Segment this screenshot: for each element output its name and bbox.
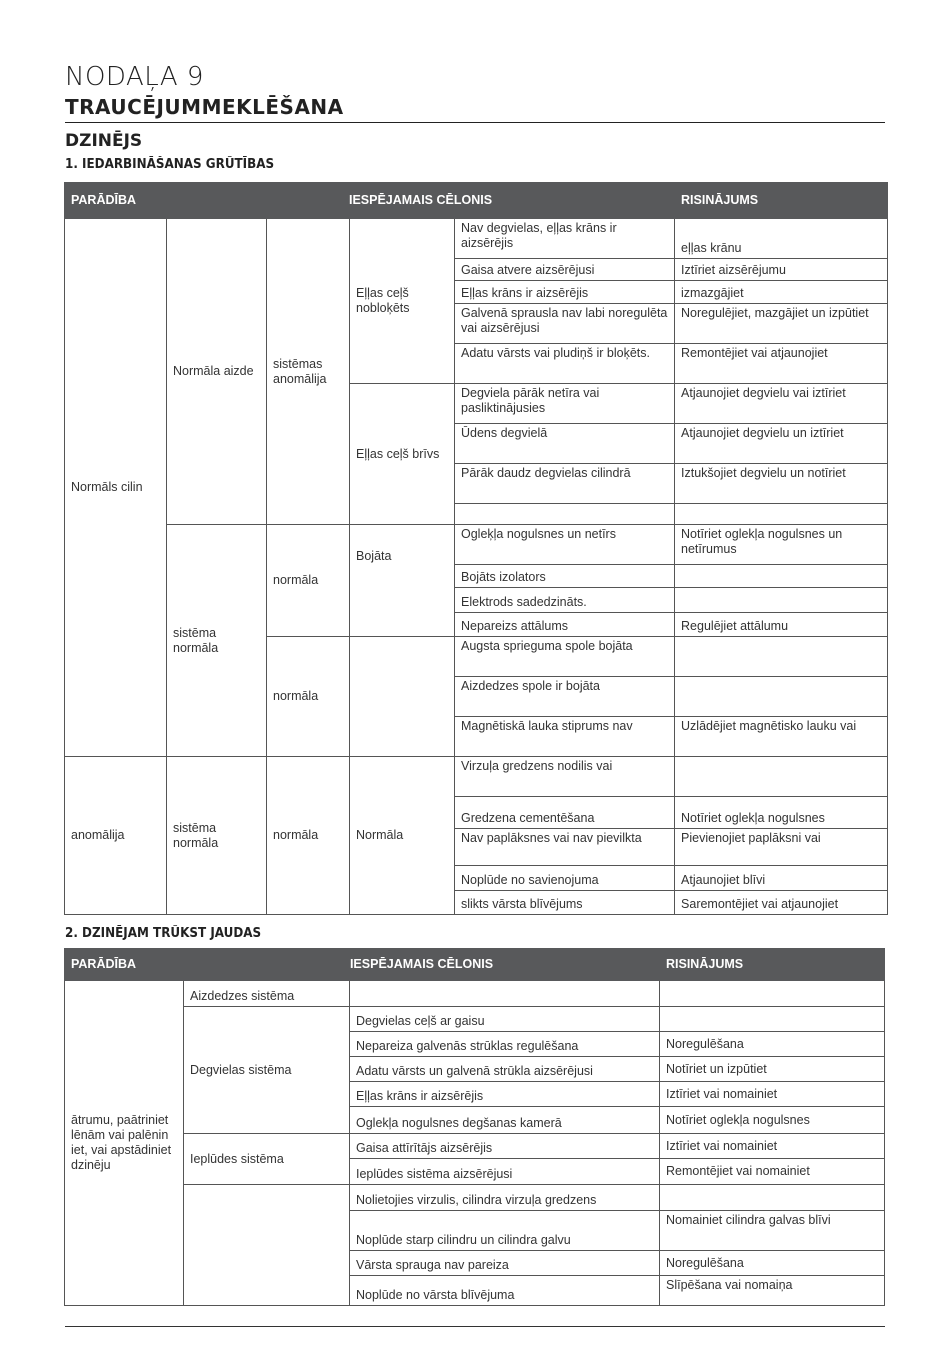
solution-cell bbox=[675, 588, 888, 613]
solution-cell: Noregulēšana bbox=[660, 1251, 885, 1276]
cause-cell: Elektrods sadedzināts. bbox=[455, 588, 675, 613]
solution-cell bbox=[675, 677, 888, 717]
condition-cell: Eļļas ceļš nobloķēts bbox=[350, 219, 455, 384]
cause-cell: Eļļas krāns ir aizsērējis bbox=[350, 1082, 660, 1107]
solution-cell: eļļas krānu bbox=[675, 219, 888, 259]
cause-cell bbox=[350, 981, 660, 1007]
cause-cell: Nav paplāksnes vai nav pievilkta bbox=[455, 829, 675, 866]
cause-cell: Noplūde starp cilindru un cilindra galvu bbox=[350, 1211, 660, 1251]
footer-divider bbox=[65, 1326, 885, 1327]
header-symptom: PARĀDĪBA bbox=[65, 183, 167, 219]
table-header-row bbox=[65, 183, 888, 219]
solution-cell bbox=[660, 1185, 885, 1211]
solution-cell: Pievienojiet paplāksni vai bbox=[675, 829, 888, 866]
cause-cell: Nepareiza galvenās strūklas regulēšana bbox=[350, 1032, 660, 1057]
table-row bbox=[65, 1007, 885, 1032]
system-cell: Ieplūdes sistēma bbox=[184, 1134, 350, 1185]
condition-cell bbox=[350, 637, 455, 757]
table1-subtitle: 1. IEDARBINĀŠANAS GRŪTĪBAS bbox=[65, 157, 275, 172]
solution-cell bbox=[675, 565, 888, 588]
table-row bbox=[65, 1134, 885, 1159]
page-title: TRAUCĒJUMMEKLĒŠANA bbox=[65, 95, 344, 119]
solution-cell: Saremontējiet vai atjaunojiet bbox=[675, 891, 888, 915]
cause-cell: Galvenā sprausla nav labi noregulēta vai aizsērējusi bbox=[455, 304, 675, 344]
cause-cell: Ogleķļa nogulsnes un netīrs bbox=[455, 525, 675, 565]
table-row bbox=[65, 525, 888, 565]
symptom-cell: anomālija bbox=[65, 757, 167, 915]
solution-cell: Remontējiet vai nomainiet bbox=[660, 1159, 885, 1185]
title-divider bbox=[65, 122, 885, 123]
header-solution: RISINĀJUMS bbox=[675, 183, 888, 219]
table-power-loss bbox=[64, 948, 885, 1306]
solution-cell: Iztukšojiet degvielu un notīriet bbox=[675, 464, 888, 504]
cause-cell: Ūdens degvielā bbox=[455, 424, 675, 464]
cause-cell: Aizdedzes spole ir bojāta bbox=[455, 677, 675, 717]
table-header-row bbox=[65, 949, 885, 981]
system-cell: Degvielas sistēma bbox=[184, 1007, 350, 1134]
table-row bbox=[65, 981, 885, 1007]
solution-cell bbox=[675, 504, 888, 525]
cause-cell: Gaisa atvere aizsērējusi bbox=[455, 259, 675, 281]
cause-cell: Adatu vārsts un galvenā strūkla aizsērējusi bbox=[350, 1057, 660, 1082]
cause-cell: slikts vārsta blīvējums bbox=[455, 891, 675, 915]
solution-cell: Notīriet oglekļa nogulsnes un netīrumus bbox=[675, 525, 888, 565]
cause-cell: Oglekļa nogulsnes degšanas kamerā bbox=[350, 1107, 660, 1134]
solution-cell: Notīriet un izpūtiet bbox=[660, 1057, 885, 1082]
solution-cell: Atjaunojiet degvielu un iztīriet bbox=[675, 424, 888, 464]
cause-cell: Pārāk daudz degvielas cilindrā bbox=[455, 464, 675, 504]
solution-cell: Uzlādējiet magnētisko lauku vai bbox=[675, 717, 888, 757]
solution-cell: Atjaunojiet blīvi bbox=[675, 866, 888, 891]
solution-cell: Iztīriet vai nomainiet bbox=[660, 1134, 885, 1159]
solution-cell: Remontējiet vai atjaunojiet bbox=[675, 344, 888, 384]
cause-cell: Degviela pārāk netīra vai pasliktinājusies bbox=[455, 384, 675, 424]
cause-cell: Gaisa attīrītājs aizsērējis bbox=[350, 1134, 660, 1159]
system-cell: sistēma normāla bbox=[167, 525, 267, 757]
system-cell: sistēma normāla bbox=[167, 757, 267, 915]
solution-cell: Notīriet oglekļa nogulsnes bbox=[660, 1107, 885, 1134]
cause-cell: Virzuļa gredzens nodilis vai bbox=[455, 757, 675, 797]
cause-cell bbox=[455, 504, 675, 525]
solution-cell: Nomainiet cilindra galvas blīvi bbox=[660, 1211, 885, 1251]
solution-cell bbox=[660, 981, 885, 1007]
solution-cell bbox=[660, 1007, 885, 1032]
cause-cell: Noplūde no vārsta blīvējuma bbox=[350, 1276, 660, 1306]
solution-cell bbox=[675, 757, 888, 797]
section-title: DZINĒJS bbox=[65, 131, 143, 151]
solution-cell: Notīriet oglekļa nogulsnes bbox=[675, 797, 888, 829]
cause-cell: Adatu vārsts vai pludiņš ir bloķēts. bbox=[455, 344, 675, 384]
system-cell bbox=[184, 1185, 350, 1306]
header-solution: RISINĀJUMS bbox=[660, 949, 885, 981]
solution-cell: Atjaunojiet degvielu vai iztīriet bbox=[675, 384, 888, 424]
subsystem-cell: normāla bbox=[267, 525, 350, 637]
condition-cell: Bojāta bbox=[350, 525, 455, 637]
subsystem-cell: normāla bbox=[267, 757, 350, 915]
subsystem-cell: normāla bbox=[267, 637, 350, 757]
cause-cell: Degvielas ceļš ar gaisu bbox=[350, 1007, 660, 1032]
table-row bbox=[65, 1185, 885, 1211]
cause-cell: Noplūde no savienojuma bbox=[455, 866, 675, 891]
header-cause: IESPĒJAMAIS CĒLONIS bbox=[167, 183, 675, 219]
table-row bbox=[65, 219, 888, 259]
solution-cell: Iztīriet aizsērējumu bbox=[675, 259, 888, 281]
chapter-label: NODAĻA 9 bbox=[65, 62, 204, 92]
table2-subtitle: 2. DZINĒJAM TRŪKST JAUDAS bbox=[65, 926, 262, 941]
table-starting-difficulty bbox=[64, 182, 888, 915]
solution-cell: izmazgājiet bbox=[675, 281, 888, 304]
solution-cell bbox=[675, 637, 888, 677]
cause-cell: Gredzena cementēšana bbox=[455, 797, 675, 829]
solution-cell: Noregulēšana bbox=[660, 1032, 885, 1057]
cause-cell: Magnētiskā lauka stiprums nav bbox=[455, 717, 675, 757]
solution-cell: Regulējiet attālumu bbox=[675, 613, 888, 637]
subsystem-cell: sistēmas anomālija bbox=[267, 219, 350, 525]
symptom-cell: ātrumu, paātriniet lēnām vai palēnin iet, vai apstādiniet dzinēju bbox=[65, 981, 184, 1306]
symptom-cell: Normāls cilin bbox=[65, 219, 167, 757]
cause-cell: Augsta sprieguma spole bojāta bbox=[455, 637, 675, 677]
solution-cell: Iztīriet vai nomainiet bbox=[660, 1082, 885, 1107]
system-cell: Aizdedzes sistēma bbox=[184, 981, 350, 1007]
condition-cell: Eļļas ceļš brīvs bbox=[350, 384, 455, 525]
cause-cell: Nav degvielas, eļļas krāns ir aizsērējis bbox=[455, 219, 675, 259]
table-row bbox=[65, 757, 888, 797]
header-cause: IESPĒJAMAIS CĒLONIS bbox=[184, 949, 660, 981]
cause-cell: Nolietojies virzulis, cilindra virzuļa gredzens bbox=[350, 1185, 660, 1211]
cause-cell: Nepareizs attālums bbox=[455, 613, 675, 637]
system-cell: Normāla aizde bbox=[167, 219, 267, 525]
cause-cell: Ieplūdes sistēma aizsērējusi bbox=[350, 1159, 660, 1185]
solution-cell: Slīpēšana vai nomaiņa bbox=[660, 1276, 885, 1306]
cause-cell: Eļļas krāns ir aizsērējis bbox=[455, 281, 675, 304]
header-symptom: PARĀDĪBA bbox=[65, 949, 184, 981]
cause-cell: Vārsta sprauga nav pareiza bbox=[350, 1251, 660, 1276]
condition-cell: Normāla bbox=[350, 757, 455, 915]
cause-cell: Bojāts izolators bbox=[455, 565, 675, 588]
solution-cell: Noregulējiet, mazgājiet un izpūtiet bbox=[675, 304, 888, 344]
